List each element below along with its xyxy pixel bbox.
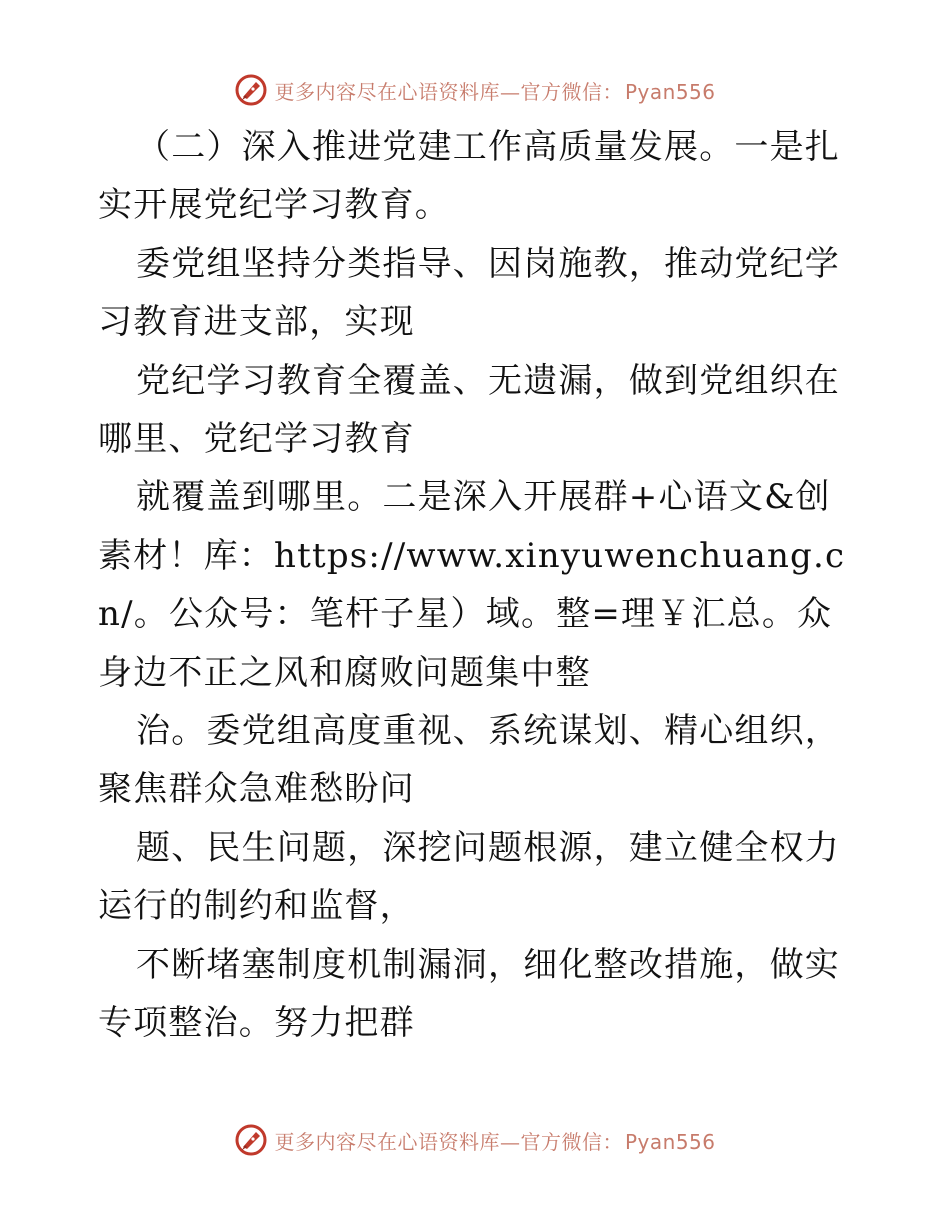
pen-nib-logo-icon bbox=[234, 1123, 268, 1157]
document-body bbox=[98, 118, 858, 1053]
body-paragraph: 不断堵塞制度机制漏洞，细化整改措施，做实专项整治。努力把群 bbox=[98, 944, 840, 1044]
header-wechat-label: 官方微信： bbox=[520, 79, 623, 104]
footer-wechat-id: Pyan556 bbox=[624, 1129, 716, 1154]
header-dash: — bbox=[499, 79, 521, 104]
body-paragraph: （二）深入推进党建工作高质量发展。一是扎实开展党纪学习教育。 bbox=[98, 127, 840, 226]
body-paragraph: 题、民生问题，深挖问题根源，建立健全权力运行的制约和监督， bbox=[98, 827, 840, 927]
header-watermark-text bbox=[274, 76, 715, 105]
footer-dash: — bbox=[499, 1129, 521, 1154]
body-paragraph: 委党组坚持分类指导、因岗施教，推动党纪学习教育进支部，实现 bbox=[98, 243, 840, 343]
pen-nib-logo-icon bbox=[234, 73, 268, 107]
body-paragraph: 就覆盖到哪里。二是深入开展群+心语文&创素材！库：https://www.xinyuwenchuang.cn/。公众号：笔杆子星）域。整=理￥汇总。众身边不正之风和腐败问题集中整 bbox=[98, 477, 846, 693]
footer-site-text: 更多内容尽在心语资料库 bbox=[274, 1129, 500, 1154]
header-site-text: 更多内容尽在心语资料库 bbox=[274, 79, 500, 104]
header-watermark bbox=[0, 70, 950, 110]
footer-watermark-text bbox=[274, 1126, 715, 1155]
body-paragraph: 治。委党组高度重视、系统谋划、精心组织，聚焦群众急难愁盼问 bbox=[98, 711, 840, 810]
footer-wechat-label: 官方微信： bbox=[520, 1129, 623, 1154]
footer-watermark bbox=[0, 1120, 950, 1160]
header-wechat-id: Pyan556 bbox=[624, 79, 716, 104]
body-paragraph: 党纪学习教育全覆盖、无遗漏，做到党组织在哪里、党纪学习教育 bbox=[98, 360, 840, 460]
